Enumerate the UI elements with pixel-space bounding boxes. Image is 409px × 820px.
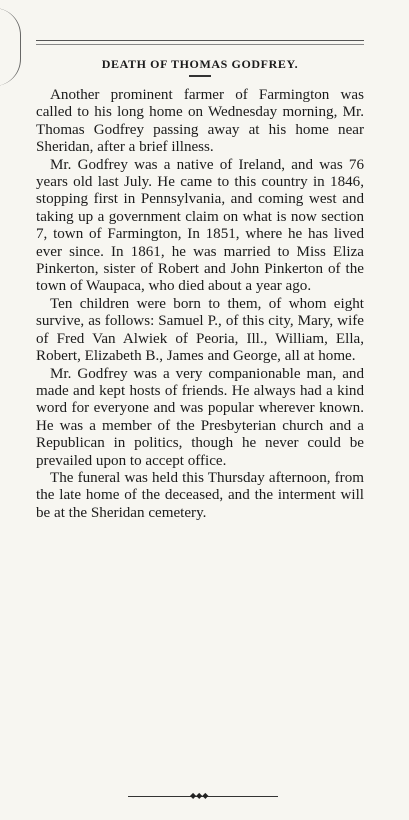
end-ornament-icon: ◆◆◆ (190, 791, 209, 800)
scan-edge-mark (0, 8, 21, 86)
headline-ornament-rule (189, 75, 211, 77)
article-column (36, 50, 364, 522)
article-paragraph: Mr. Godfrey was a native of Ireland, and was 76 years old last July. He came to this country in 1846, stopping first in Pennsylvania, and coming west and taking up a government claim on what is now section 7, town of Farmington, In 1851, where he has lived ever since. In 1861, he was married to Miss Eliza Pinkerton, sister of Robert and John Pinkerton of the town of Waupaca, who died about a year ago. (36, 156, 364, 295)
article-headline: DEATH OF THOMAS GODFREY. (101, 57, 299, 71)
column-top-rule (36, 40, 364, 41)
article-paragraph: The funeral was held this Thursday afternoon, from the late home of the deceased, and the interment will be at the Sheridan cemetery. (36, 469, 364, 521)
article-paragraph: Ten children were born to them, of whom eight survive, as follows: Samuel P., of this city, Mary, wife of Fred Van Alwiek of Peoria, Ill., William, Ella, Robert, Elizabeth B., James and George, all at home. (36, 295, 364, 365)
article-body (36, 87, 364, 522)
article-paragraph: Another prominent farmer of Farmington was called to his long home on Wednesday morning, Mr. Thomas Godfrey passing away at his home near Sheridan, after a brief illness. (36, 87, 364, 156)
column-top-rule-inner (36, 44, 364, 45)
article-paragraph: Mr. Godfrey was a very companionable man, and made and kept hosts of friends. He always had a kind word for everyone and was popular wherever known. He was a member of the Presbyterian church and a Republican in politics, though he never could be prevailed upon to accept office. (36, 365, 364, 469)
